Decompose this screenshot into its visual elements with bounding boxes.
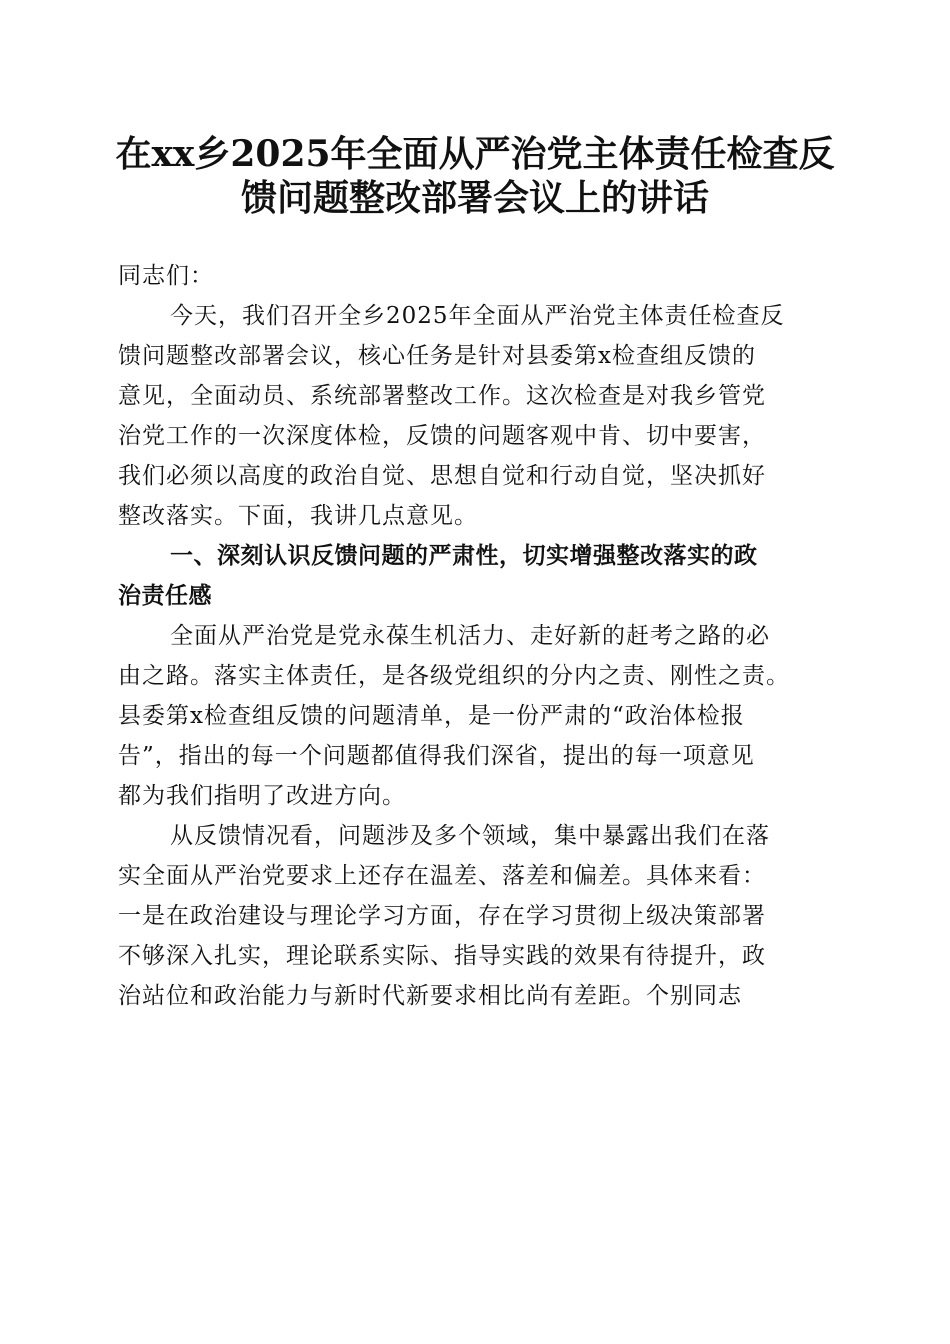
paragraph-line: 不够深入扎实，理论联系实际、指导实践的效果有待提升，政: [118, 943, 766, 969]
title-line-2: 馈问题整改部署会议上的讲话: [240, 177, 709, 219]
paragraph-line: 治党工作的一次深度体检，反馈的问题客观中肯、切中要害，: [118, 423, 766, 449]
document-title: [100, 132, 850, 220]
paragraph-line: 从反馈情况看，问题涉及多个领域，集中暴露出我们在落: [170, 823, 770, 849]
paragraph-line: 一是在政治建设与理论学习方面，存在学习贯彻上级决策部署: [118, 903, 766, 929]
title-line-1: 在xx乡2025年全面从严治党主体责任检查反: [115, 133, 835, 175]
paragraph-feedback: [118, 816, 828, 1016]
paragraph-line: 意见，全面动员、系统部署整改工作。这次检查是对我乡管党: [118, 383, 766, 409]
paragraph-line: 县委第x检查组反馈的问题清单，是一份严肃的“政治体检报: [118, 703, 745, 729]
paragraph-responsibility: [118, 616, 828, 816]
paragraph-line: 馈问题整改部署会议，核心任务是针对县委第x检查组反馈的: [118, 343, 756, 369]
paragraph-line: 我们必须以高度的政治自觉、思想自觉和行动自觉，坚决抓好: [118, 463, 766, 489]
paragraph-line: 都为我们指明了改进方向。: [118, 783, 406, 809]
section-heading-1: [118, 536, 828, 616]
paragraph-line: 治站位和政治能力与新时代新要求相比尚有差距。个别同志: [118, 983, 742, 1009]
heading-line: 治责任感: [118, 583, 212, 609]
paragraph-line: 实全面从严治党要求上还存在温差、落差和偏差。具体来看：: [118, 863, 766, 889]
heading-line: 一、深刻认识反馈问题的严肃性，切实增强整改落实的政: [170, 543, 758, 569]
paragraph-line: 今天，我们召开全乡2025年全面从严治党主体责任检查反: [170, 303, 785, 329]
paragraph-line: 全面从严治党是党永葆生机活力、走好新的赶考之路的必: [170, 623, 770, 649]
paragraph-line: 由之路。落实主体责任，是各级党组织的分内之责、刚性之责。: [118, 663, 790, 689]
paragraph-line: 整改落实。下面，我讲几点意见。: [118, 503, 478, 529]
document-body: [118, 256, 828, 1016]
paragraph-opening: [118, 296, 828, 536]
paragraph-line: 告”，指出的每一个问题都值得我们深省，提出的每一项意见: [118, 743, 755, 769]
salutation: 同志们：: [118, 263, 214, 289]
